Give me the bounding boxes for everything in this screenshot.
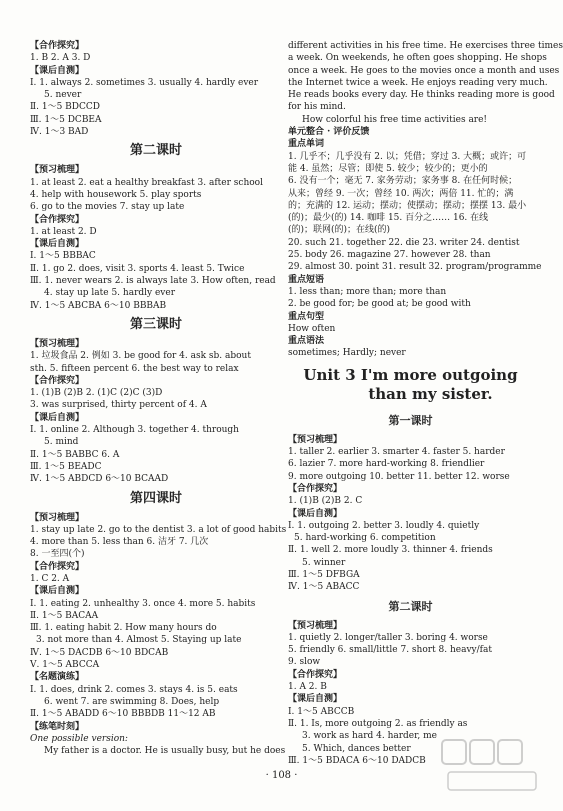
lesson-title: 第二课时: [129, 143, 182, 159]
answer-line: 1. at least 2. D: [30, 226, 97, 237]
answer-line: 能 4. 虽然；尽管；即使 5. 较少；较少的；更小的: [288, 163, 488, 174]
section-heading: 单元整合 · 评价反馈: [288, 127, 370, 138]
section-heading: 【合作探究】: [30, 214, 85, 225]
section-heading: 【课后自测】: [30, 65, 85, 76]
answer-line: Ⅱ. 1. Is, more outgoing 2. as friendly as: [288, 718, 468, 729]
answer-line: 1. taller 2. earlier 3. smarter 4. faster 5. harder: [288, 447, 505, 458]
page-number: · 108 ·: [265, 770, 298, 781]
answer-line: Ⅱ. 1～5 ABADD 6～10 BBBDB 11～12 AB: [30, 709, 216, 720]
section-heading: 【合作探究】: [30, 41, 85, 51]
section-heading: 重点语法: [288, 336, 325, 347]
answer-line: 6. lazier 7. more hard-working 8. friendlier: [288, 459, 485, 470]
answer-line: Ⅲ. 1～5 BDACA 6～10 DADCB: [288, 755, 426, 766]
answer-line: Ⅱ. 1～5 BABBC 6. A: [30, 449, 120, 460]
answer-line: Ⅳ. 1～5 DACDB 6～10 BDCAB: [30, 647, 169, 658]
answer-line: 1. stay up late 2. go to the dentist 3. a lot of good habits: [30, 524, 287, 535]
answer-line: Ⅰ. 1～5 ABCCB: [288, 706, 355, 717]
answer-line: Ⅳ. 1～5 ABDCD 6～10 BCAAD: [30, 474, 169, 485]
answer-line: for his mind.: [288, 102, 346, 113]
answer-line: 20. such 21. together 22. die 23. writer 24. dentist: [288, 237, 520, 248]
answer-line: Ⅰ. 1. does, drink 2. comes 3. stays 4. is 5. eats: [30, 684, 238, 695]
answer-line: He reads books every day. He thinks reading more is good: [288, 90, 555, 101]
section-heading: 【课后自测】: [30, 239, 85, 250]
answer-line: 3. was surprised, thirty percent of 4. A: [30, 400, 207, 411]
answer-line: the Internet twice a week. He enjoys reading very much.: [288, 77, 548, 88]
answer-line: 1. less than; more than; more than: [288, 286, 447, 297]
answer-line: 5. mind: [44, 437, 79, 448]
answer-line: 从来；曾经 9. 一次；曾经 10. 两次；两倍 11. 忙的；满: [288, 188, 514, 199]
answer-line: 5. never: [44, 90, 82, 101]
lesson-title: 第三课时: [129, 316, 182, 332]
section-heading: 重点单词: [288, 139, 325, 150]
answer-line: My father is a doctor. He is usually busy, but he does: [44, 746, 286, 757]
answer-line: (的)；联网(的)；在线(的): [288, 225, 391, 236]
answer-line: 1. 几乎不；几乎没有 2. 以；凭借；穿过 3. 大概；或许；可: [288, 151, 527, 162]
answer-line: sth. 5. fifteen percent 6. the best way to relax: [30, 363, 239, 374]
answer-line: 29. almost 30. point 31. result 32. program/programme: [288, 262, 542, 273]
answer-line: 5. friendly 6. small/little 7. short 8. heavy/fat: [288, 645, 492, 656]
lesson-title: 第四课时: [129, 490, 182, 506]
left-column: [30, 40, 287, 757]
section-heading: 【课后自测】: [288, 694, 343, 705]
answer-line: 5. hard-working 6. competition: [294, 533, 436, 544]
answer-line: 1. 垃圾食品 2. 例如 3. be good for 4. ask sb. about: [30, 351, 251, 362]
answer-line: Ⅲ. 1～5 DCBEA: [30, 114, 102, 125]
answer-line: once a week. He goes to the movies once a month and uses: [288, 65, 560, 76]
answer-line: 5. winner: [302, 557, 346, 568]
section-heading: 【合作探究】: [30, 561, 85, 572]
answer-line: 4. more than 5. less than 6. 洁牙 7. 几次: [30, 537, 209, 548]
answer-line: Ⅳ. 1～5 ABCBA 6～10 BBBAB: [30, 300, 167, 311]
answer-line: 3. work as hard 4. harder, me: [302, 731, 438, 742]
answer-line: Ⅰ. 1. outgoing 2. better 3. loudly 4. quietly: [288, 520, 480, 531]
answer-line: 1. B 2. A 3. D: [30, 53, 91, 64]
unit-title: Unit 3 I'm more outgoing: [303, 365, 518, 384]
answer-line: (的)；最少(的) 14. 咖啡 15. 百分之…… 16. 在线: [288, 213, 489, 224]
section-heading: 【名题演练】: [30, 672, 85, 683]
answer-line: 9. slow: [288, 657, 321, 668]
answer-line: How often: [288, 323, 336, 334]
answer-line: Ⅴ. 1～5 ABCCA: [30, 660, 100, 671]
answer-line: 2. be good for; be good at; be good with: [288, 299, 471, 310]
section-heading: 【预习梳理】: [30, 338, 85, 349]
answer-line: 6. 没有一个；毫无 7. 家务劳动；家务事 8. 在任何时候；: [288, 176, 518, 187]
answer-line: Ⅳ. 1～3 BAD: [30, 127, 89, 138]
answer-line: Ⅲ. 1. eating habit 2. How many hours do: [30, 623, 217, 634]
section-heading: 【预习梳理】: [288, 620, 343, 631]
section-heading: 【合作探究】: [30, 375, 85, 386]
answer-line: 3. not more than 4. Almost 5. Staying up late: [36, 635, 242, 646]
answer-line: Ⅰ. 1. online 2. Although 3. together 4. through: [30, 425, 239, 436]
section-heading: 重点短语: [288, 274, 325, 285]
answer-line: Ⅰ. 1～5 BBBAC: [30, 251, 96, 262]
section-heading: 【预习梳理】: [288, 434, 343, 445]
answer-line: Ⅲ. 1. never wears 2. is always late 3. How often, read: [30, 276, 276, 287]
answer-line: 1. (1)B (2)B 2. (1)C (2)C (3)D: [30, 388, 163, 399]
answer-line: Ⅰ. 1. always 2. sometimes 3. usually 4. hardly ever: [30, 77, 259, 88]
answer-line: Ⅲ. 1～5 BEADC: [30, 461, 102, 472]
answer-line: 1. quietly 2. longer/taller 3. boring 4. worse: [288, 632, 488, 643]
answer-line: 4. help with housework 5. play sports: [30, 189, 202, 200]
answer-line: 1. (1)B (2)B 2. C: [288, 496, 363, 507]
section-heading: 【合作探究】: [288, 483, 343, 494]
answer-line: One possible version:: [30, 733, 128, 744]
watermark-logo: [440, 738, 550, 798]
answer-line: Ⅰ. 1. eating 2. unhealthy 3. once 4. more 5. habits: [30, 598, 256, 609]
answer-line: Ⅱ. 1. well 2. more loudly 3. thinner 4. friends: [288, 545, 493, 556]
section-heading: 【课后自测】: [30, 586, 85, 597]
answer-line: sometimes; Hardly; never: [288, 348, 406, 359]
section-heading: 【练笔时刻】: [30, 721, 85, 732]
section-heading: 【合作探究】: [288, 669, 343, 680]
answer-line: Ⅱ. 1～5 BDCCD: [30, 102, 100, 113]
answer-line: Ⅲ. 1～5 DFBGA: [288, 569, 360, 580]
section-heading: 【课后自测】: [288, 508, 343, 519]
answer-line: a week. On weekends, he often goes shopping. He shops: [288, 53, 547, 64]
answer-line: Ⅱ. 1. go 2. does, visit 3. sports 4. least 5. Twice: [30, 263, 245, 274]
lesson-title: 第二课时: [388, 599, 433, 613]
answer-line: 8. 一至四(个): [30, 549, 85, 560]
answer-line: 1. C 2. A: [30, 573, 70, 584]
unit3-answers: [288, 408, 533, 767]
answer-line: 的；充满的 12. 运动；摆动；使摆动；摆动；摆摆 13. 最小: [288, 200, 527, 211]
lesson-title: 第一课时: [388, 413, 433, 427]
answer-line: Ⅱ. 1～5 BACAA: [30, 610, 99, 621]
answer-line: 9. more outgoing 10. better 11. better 12. worse: [288, 471, 510, 482]
answer-line: 4. stay up late 5. hardly ever: [44, 288, 175, 299]
answer-line: 6. go to the movies 7. stay up late: [30, 202, 185, 213]
section-heading: 【预习梳理】: [30, 165, 85, 176]
answer-line: 1. at least 2. eat a healthy breakfast 3. after school: [30, 177, 263, 188]
section-heading: 重点句型: [288, 311, 325, 322]
answer-line: 25. body 26. magazine 27. however 28. than: [288, 250, 491, 261]
answer-line: different activities in his free time. He exercises three times: [288, 41, 563, 51]
answer-line: How colorful his free time activities are!: [302, 114, 488, 125]
answer-line: 5. Which, dances better: [302, 743, 411, 754]
right-column-continued: [288, 40, 563, 360]
right-column: [288, 40, 563, 767]
answer-line: Ⅳ. 1～5 ABACC: [288, 582, 360, 593]
answer-line: 1. A 2. B: [288, 682, 327, 693]
section-heading: 【课后自测】: [30, 412, 85, 423]
answer-line: 6. went 7. are swimming 8. Does, help: [44, 696, 220, 707]
section-heading: 【预习梳理】: [30, 512, 85, 523]
unit-subtitle: than my sister.: [368, 384, 493, 403]
